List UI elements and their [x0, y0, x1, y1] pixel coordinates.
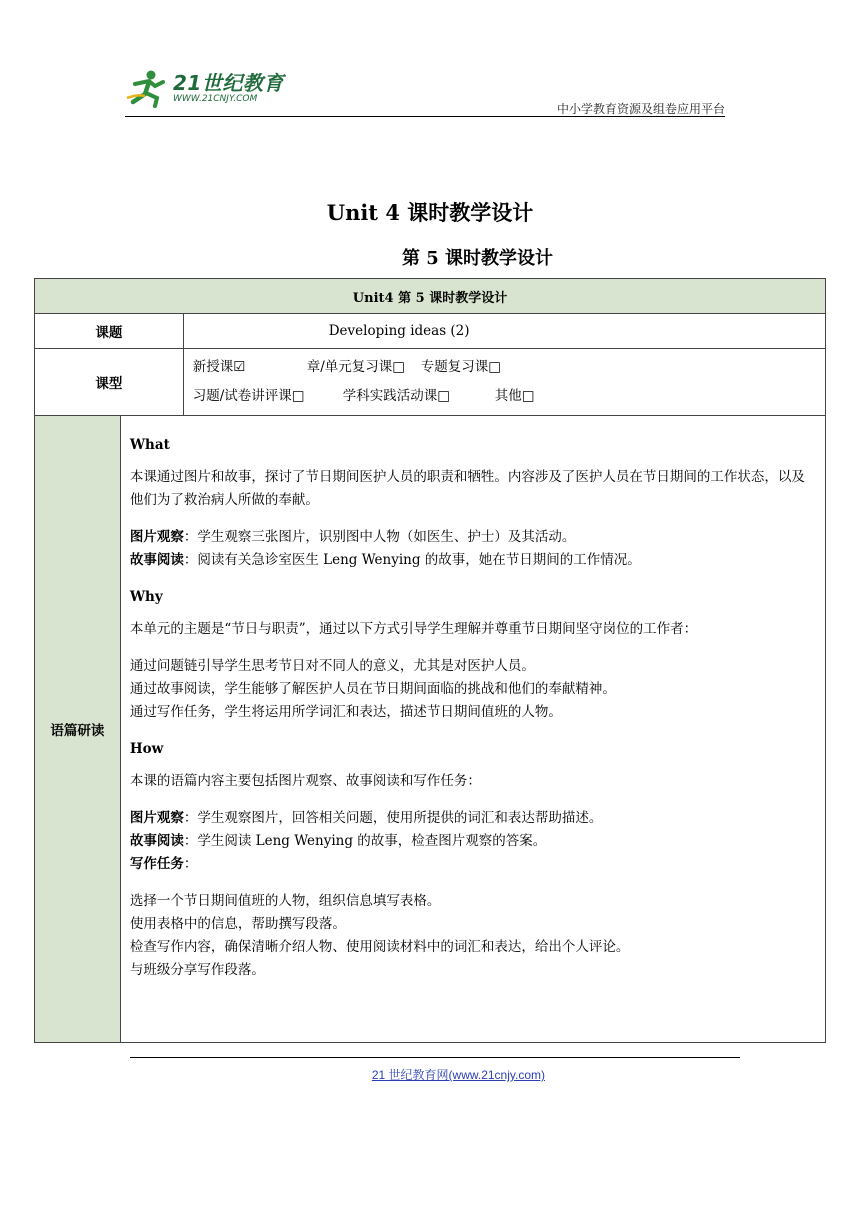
logo-text: 21世纪教育 [173, 71, 284, 95]
how-intro: 本课的语篇内容主要包括图片观察、故事阅读和写作任务： [129, 773, 481, 789]
list-item: 通过问题链引导学生思考节日对不同人的意义，尤其是对医护人员。 [129, 658, 535, 674]
platform-name: 中小学教育资源及组卷应用平台 [556, 102, 725, 116]
text-analysis-row [35, 416, 826, 1043]
list-item: 使用表格中的信息，帮助撰写段落。 [129, 916, 346, 932]
why-intro: 本单元的主题是“节日与职责”，通过以下方式引导学生理解并尊重节日期间坚守岗位的工作者： [129, 621, 698, 637]
lesson-design-table [34, 278, 826, 1043]
footer-divider [130, 1057, 740, 1058]
list-item: 通过故事阅读，学生能够了解医护人员在节日期间面临的挑战和他们的奉献精神。 [129, 681, 616, 697]
topic-row [35, 314, 826, 349]
lesson-type-row [35, 349, 826, 416]
list-item: 故事阅读：学生阅读 Leng Wenying 的故事，检查图片观察的答案。 [129, 833, 547, 849]
list-item: 写作任务： [129, 856, 198, 872]
lesson-type-options [183, 349, 825, 416]
what-heading: What [129, 437, 170, 453]
list-item: 图片观察：学生观察三张图片，识别图中人物（如医生、护士）及其活动。 [129, 529, 576, 545]
list-item: 检查写作内容，确保清晰介绍人物、使用阅读材料中的词汇和表达，给出个人评论。 [129, 939, 630, 955]
logo-url: WWW.21CNJY.COM [173, 94, 258, 104]
type-option-new[interactable]: 新授课☑ [192, 359, 246, 375]
document-title: Unit 4 课时教学设计 [326, 200, 534, 225]
what-intro: 本课通过图片和故事，探讨了节日期间医护人员的职责和牺牲。内容涉及了医护人员在节日期间的工作状态，以及他们为了救治病人所做的奉献。 [129, 469, 805, 508]
header-divider [125, 116, 725, 117]
type-option-unit-review[interactable]: 章/单元复习课□ [306, 359, 406, 375]
list-item: 与班级分享写作段落。 [129, 962, 265, 978]
document-subtitle: 第 5 课时教学设计 [402, 248, 554, 269]
list-item: 故事阅读：阅读有关急诊室医生 Leng Wenying 的故事，她在节日期间的工作情况。 [129, 552, 641, 568]
topic-label: 课题 [35, 314, 184, 349]
table-header: Unit4 第 5 课时教学设计 [35, 279, 826, 314]
type-option-other[interactable]: 其他□ [494, 388, 535, 404]
text-analysis-content [120, 416, 825, 1043]
table-header-row [35, 279, 826, 314]
type-option-practice-activity[interactable]: 学科实践活动课□ [342, 388, 450, 404]
footer-link[interactable]: 21 世纪教育网(www.21cnjy.com) [371, 1068, 545, 1082]
page-header [125, 68, 725, 118]
list-item: 通过写作任务，学生将运用所学词汇和表达，描述节日期间值班的人物。 [129, 704, 562, 720]
type-option-exercise-review[interactable]: 习题/试卷讲评课□ [192, 388, 305, 404]
list-item: 选择一个节日期间值班的人物，组织信息填写表格。 [129, 893, 441, 909]
runner-logo-icon [125, 68, 169, 108]
how-heading: How [129, 741, 164, 757]
text-analysis-label: 语篇研读 [35, 416, 121, 1043]
logo [125, 68, 284, 108]
type-option-topic-review[interactable]: 专题复习课□ [420, 359, 501, 375]
why-heading: Why [129, 589, 163, 605]
list-item: 图片观察：学生观察图片，回答相关问题，使用所提供的词汇和表达帮助描述。 [129, 810, 603, 826]
lesson-type-label: 课型 [35, 349, 184, 416]
topic-value: Developing ideas (2) [183, 314, 825, 349]
